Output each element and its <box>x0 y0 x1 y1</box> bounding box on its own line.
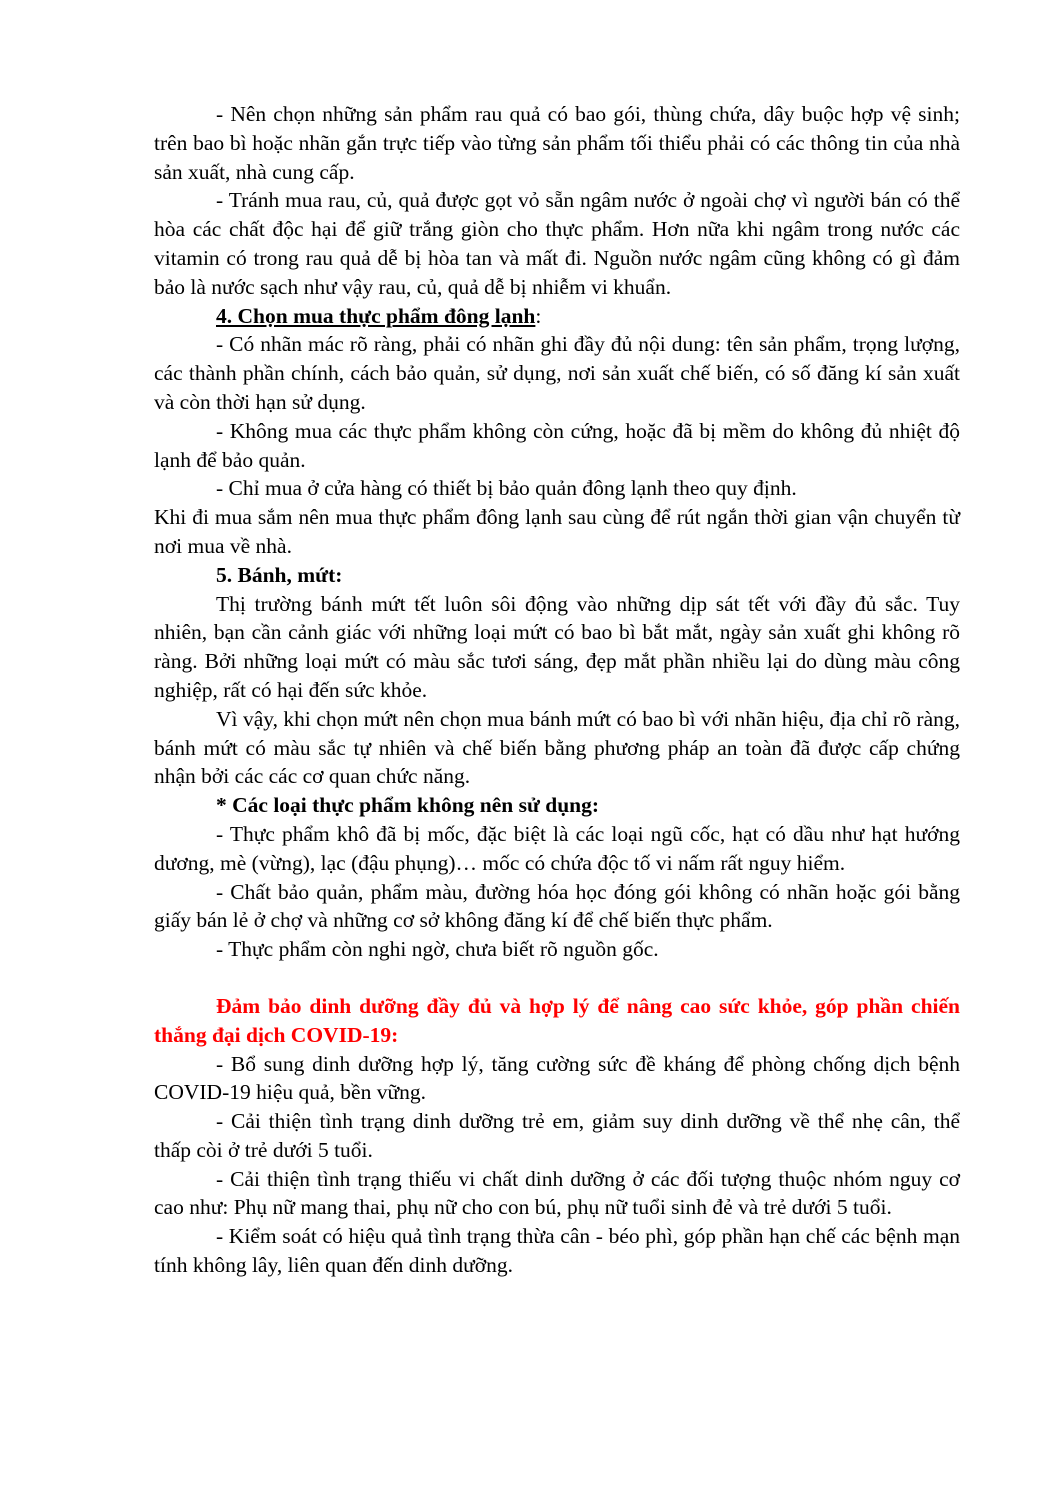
paragraph-jam-choose: Vì vậy, khi chọn mứt nên chọn mua bánh mứt có bao bì với nhãn hiệu, địa chỉ rõ ràng, bánh mứt có màu sắc tự nhiên và chế biến bằng phương pháp an toàn đã được cấp chứng nhận bởi các các cơ quan chức năng. <box>154 706 960 789</box>
heading-frozen-food-text: 4. Chọn mua thực phẩm đông lạnh <box>216 303 536 328</box>
paragraph-peeled-produce: - Tránh mua rau, củ, quả được gọt vỏ sẵn ngâm nước ở ngoài chợ vì người bán có thể hòa các chất độc hại để giữ trắng giòn cho thực phẩm. Hơn nữa khi ngâm trong nước các vitamin có trong rau quả dễ bị hòa tan và mất đi. Nguồn nước ngâm cũng không có gì đảm bảo là nước sạch như vậy rau, củ, quả dễ bị nhiễm vi khuẩn. <box>154 188 960 299</box>
paragraph-immunity: - Bổ sung dinh dưỡng hợp lý, tăng cường sức đề kháng để phòng chống dịch bệnh COVID-19 hiệu quả, bền vững. <box>154 1051 960 1105</box>
paragraph-unknown-origin: - Thực phẩm còn nghi ngờ, chưa biết rõ nguồn gốc. <box>216 937 659 962</box>
paragraph-frozen-soft: - Không mua các thực phẩm không còn cứng, hoặc đã bị mềm do không đủ nhiệt độ lạnh để bảo quản. <box>154 418 960 472</box>
heading-frozen-food <box>154 302 960 331</box>
heading-frozen-food-colon: : <box>535 303 542 328</box>
paragraph-child-nutrition: - Cải thiện tình trạng dinh dưỡng trẻ em, giảm suy dinh dưỡng về thể nhẹ cân, thể thấp còi ở trẻ dưới 5 tuổi. <box>154 1109 960 1162</box>
spacer <box>154 964 960 992</box>
paragraph-preservatives: - Chất bảo quản, phẩm màu, đường hóa học đóng gói không có nhãn hoặc gói bằng giấy bán lẻ ở chợ và những cơ sở không đăng kí để chế biến thực phẩm. <box>154 879 960 933</box>
heading-cakes-jams: 5. Bánh, mứt: <box>216 562 343 587</box>
document-page <box>154 100 960 1280</box>
heading-avoid-foods: * Các loại thực phẩm không nên sử dụng: <box>216 793 600 818</box>
paragraph-frozen-label: - Có nhãn mác rõ ràng, phải có nhãn ghi đầy đủ nội dung: tên sản phẩm, trọng lượng, các thành phần chính, cách bảo quản, sử dụng, nơi sản xuất chế biến, có số đăng kí sản xuất và còn thời hạn sử dụng. <box>154 332 960 414</box>
paragraph-obesity: - Kiểm soát có hiệu quả tình trạng thừa cân - béo phì, góp phần hạn chế các bệnh mạn tính không lây, liên quan đến dinh dưỡng. <box>154 1224 960 1278</box>
paragraph-moldy-food: - Thực phẩm khô đã bị mốc, đặc biệt là các loại ngũ cốc, hạt có dầu như hạt hướng dương, mè (vừng), lạc (đậu phụng)… mốc có chứa độc tố vi nấm rất nguy hiểm. <box>154 821 960 875</box>
heading-nutrition-covid: Đảm bảo dinh dưỡng đầy đủ và hợp lý để nâng cao sức khỏe, góp phần chiến thắng đại dịch COVID-19: <box>154 993 960 1047</box>
paragraph-frozen-last: Khi đi mua sắm nên mua thực phẩm đông lạnh sau cùng để rút ngắn thời gian vận chuyển từ nơi mua về nhà. <box>154 505 960 558</box>
paragraph-frozen-store: - Chỉ mua ở cửa hàng có thiết bị bảo quản đông lạnh theo quy định. <box>216 476 797 501</box>
paragraph-micronutrients: - Cải thiện tình trạng thiếu vi chất dinh dưỡng ở các đối tượng thuộc nhóm nguy cơ cao như: Phụ nữ mang thai, phụ nữ cho con bú, phụ nữ tuổi sinh đẻ và trẻ dưới 5 tuổi. <box>154 1166 960 1220</box>
paragraph-jam-market: Thị trường bánh mứt tết luôn sôi động vào những dịp sát tết với đầy đủ sắc. Tuy nhiên, bạn cần cảnh giác với những loại mứt có bao bì bắt mắt, ngày sản xuất ghi không rõ ràng. Bởi những loại mứt có màu sắc tươi sáng, đẹp mắt phần nhiều lại do dùng màu công nghiệp, rất có hại đến sức khỏe. <box>154 591 960 702</box>
paragraph-packaged-produce: - Nên chọn những sản phẩm rau quả có bao gói, thùng chứa, dây buộc hợp vệ sinh; trên bao bì hoặc nhãn gắn trực tiếp vào từng sản phẩm tối thiểu phải có các thông tin của nhà sản xuất, nhà cung cấp. <box>154 102 960 184</box>
